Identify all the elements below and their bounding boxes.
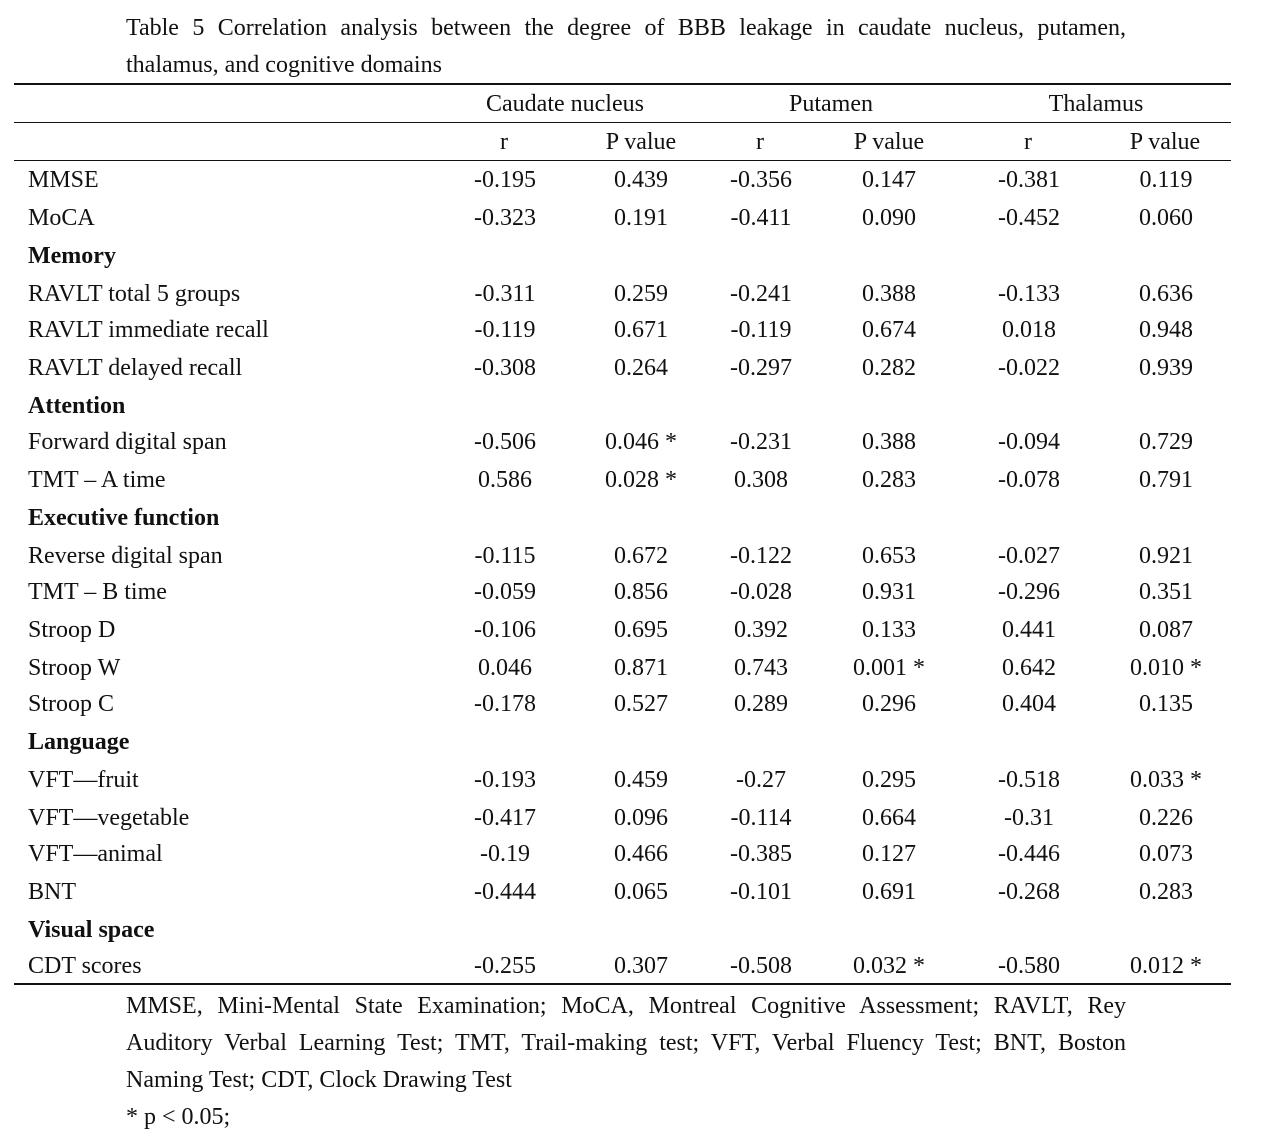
group-header-thalamus: Thalamus <box>1048 91 1144 117</box>
cell-caudate-p: 0.856 <box>614 579 668 605</box>
cell-thalamus-p: 0.939 <box>1139 355 1193 381</box>
subheader-p-value: P value <box>853 129 925 155</box>
cell-thalamus-r: -0.094 <box>998 429 1060 455</box>
cell-putamen-p: 0.147 <box>862 167 916 193</box>
cell-caudate-p: 0.671 <box>614 317 668 343</box>
cell-thalamus-r: 0.441 <box>1002 617 1056 643</box>
cell-thalamus-p: 0.135 <box>1139 691 1193 717</box>
row-label: MoCA <box>28 205 95 231</box>
cell-caudate-r: 0.046 <box>478 655 532 681</box>
cell-caudate-r: -0.255 <box>474 953 536 979</box>
cell-thalamus-p: 0.729 <box>1139 429 1193 455</box>
group-header-row <box>14 85 1231 123</box>
section-label: Language <box>28 729 130 755</box>
section-header-row <box>14 499 1231 537</box>
cell-caudate-p: 0.459 <box>614 767 668 793</box>
row-label: Reverse digital span <box>28 543 223 569</box>
section-label: Visual space <box>28 917 155 943</box>
cell-caudate-p: 0.527 <box>614 691 668 717</box>
cell-caudate-p: 0.264 <box>614 355 668 381</box>
cell-putamen-p: 0.931 <box>862 579 916 605</box>
cell-caudate-p: 0.439 <box>614 167 668 193</box>
cell-putamen-p: 0.653 <box>862 543 916 569</box>
table-row <box>14 349 1231 387</box>
cell-caudate-p: 0.871 <box>614 655 668 681</box>
table-row <box>14 685 1231 723</box>
table-caption <box>126 10 1126 84</box>
cell-putamen-r: 0.392 <box>734 617 788 643</box>
cell-thalamus-p: 0.033 * <box>1130 767 1202 793</box>
cell-caudate-r: -0.193 <box>474 767 536 793</box>
cell-putamen-p: 0.090 <box>862 205 916 231</box>
cell-putamen-p: 0.032 * <box>853 953 925 979</box>
section-header-row <box>14 387 1231 425</box>
table-row <box>14 761 1231 799</box>
cell-thalamus-r: -0.078 <box>998 467 1060 493</box>
subheader-r: r <box>756 129 764 155</box>
cell-caudate-p: 0.695 <box>614 617 668 643</box>
cell-caudate-r: -0.106 <box>474 617 536 643</box>
footnote-line-3: Naming Test; CDT, Clock Drawing Test <box>126 1067 512 1093</box>
cell-caudate-r: -0.059 <box>474 579 536 605</box>
subheader-p-value: P value <box>1129 129 1201 155</box>
cell-putamen-r: -0.114 <box>730 805 792 831</box>
table-row <box>14 161 1231 199</box>
table-row <box>14 799 1231 837</box>
row-label: CDT scores <box>28 953 142 979</box>
caption-line-1: Table 5 Correlation analysis between the degree of BBB leakage in caudate nucleus, putamen, <box>126 15 1126 41</box>
cell-caudate-r: -0.323 <box>474 205 536 231</box>
cell-putamen-p: 0.388 <box>862 429 916 455</box>
cell-putamen-p: 0.133 <box>862 617 916 643</box>
cell-thalamus-r: -0.452 <box>998 205 1060 231</box>
subheader-row <box>14 123 1231 161</box>
subheader-r: r <box>1024 129 1032 155</box>
row-label: TMT – A time <box>28 467 166 493</box>
cell-thalamus-r: 0.404 <box>1002 691 1056 717</box>
cell-thalamus-r: -0.518 <box>998 767 1060 793</box>
row-label: MMSE <box>28 167 99 193</box>
cell-caudate-p: 0.466 <box>614 841 668 867</box>
cell-putamen-p: 0.296 <box>862 691 916 717</box>
cell-putamen-r: -0.231 <box>730 429 792 455</box>
footnote-line-1: MMSE, Mini-Mental State Examination; MoCA, Montreal Cognitive Assessment; RAVLT, Rey <box>126 993 1126 1019</box>
section-label: Executive function <box>28 505 220 531</box>
cell-caudate-p: 0.065 <box>614 879 668 905</box>
cell-thalamus-r: 0.642 <box>1002 655 1056 681</box>
cell-putamen-p: 0.283 <box>862 467 916 493</box>
row-label: Stroop C <box>28 691 115 717</box>
cell-thalamus-p: 0.283 <box>1139 879 1193 905</box>
cell-thalamus-p: 0.636 <box>1139 281 1193 307</box>
cell-caudate-p: 0.096 <box>614 805 668 831</box>
cell-caudate-p: 0.259 <box>614 281 668 307</box>
cell-caudate-r: -0.195 <box>474 167 536 193</box>
cell-thalamus-r: -0.296 <box>998 579 1060 605</box>
cell-caudate-r: -0.119 <box>474 317 536 343</box>
row-label: Stroop W <box>28 655 121 681</box>
cell-thalamus-p: 0.226 <box>1139 805 1193 831</box>
cell-putamen-p: 0.674 <box>862 317 916 343</box>
cell-thalamus-p: 0.010 * <box>1130 655 1202 681</box>
cell-caudate-p: 0.307 <box>614 953 668 979</box>
cell-putamen-r: 0.308 <box>734 467 788 493</box>
cell-caudate-r: -0.308 <box>474 355 536 381</box>
row-label: RAVLT delayed recall <box>28 355 243 381</box>
cell-putamen-r: -0.028 <box>730 579 792 605</box>
cell-thalamus-r: -0.446 <box>998 841 1060 867</box>
cell-thalamus-p: 0.087 <box>1139 617 1193 643</box>
cell-putamen-p: 0.001 * <box>853 655 925 681</box>
row-label: VFT—animal <box>28 841 163 867</box>
cell-thalamus-r: -0.133 <box>998 281 1060 307</box>
cell-putamen-r: -0.241 <box>730 281 792 307</box>
table-row <box>14 873 1231 911</box>
cell-putamen-r: -0.27 <box>736 767 786 793</box>
cell-caudate-r: -0.115 <box>474 543 536 569</box>
cell-putamen-p: 0.282 <box>862 355 916 381</box>
table-row <box>14 423 1231 461</box>
cell-putamen-r: -0.508 <box>730 953 792 979</box>
cell-caudate-r: -0.417 <box>474 805 536 831</box>
cell-thalamus-p: 0.921 <box>1139 543 1193 569</box>
table-footnote <box>126 988 1126 1136</box>
section-header-row <box>14 723 1231 761</box>
row-label: BNT <box>28 879 76 905</box>
subheader-p-value: P value <box>605 129 677 155</box>
row-label: Stroop D <box>28 617 116 643</box>
caption-line-2: thalamus, and cognitive domains <box>126 52 442 78</box>
table-row <box>14 199 1231 237</box>
section-header-row <box>14 911 1231 949</box>
cell-thalamus-p: 0.119 <box>1139 167 1193 193</box>
cell-thalamus-r: 0.018 <box>1002 317 1056 343</box>
table-row <box>14 311 1231 349</box>
cell-thalamus-p: 0.073 <box>1139 841 1193 867</box>
cell-caudate-p: 0.672 <box>614 543 668 569</box>
cell-putamen-r: -0.385 <box>730 841 792 867</box>
cell-thalamus-r: -0.022 <box>998 355 1060 381</box>
cell-putamen-p: 0.664 <box>862 805 916 831</box>
cell-caudate-r: -0.178 <box>474 691 536 717</box>
table-row <box>14 573 1231 611</box>
row-label: RAVLT total 5 groups <box>28 281 241 307</box>
cell-caudate-p: 0.028 * <box>605 467 677 493</box>
cell-putamen-p: 0.127 <box>862 841 916 867</box>
table-row <box>14 835 1231 873</box>
group-header-caudate: Caudate nucleus <box>486 91 644 117</box>
cell-thalamus-r: -0.027 <box>998 543 1060 569</box>
section-header-row <box>14 237 1231 275</box>
section-label: Attention <box>28 393 126 419</box>
cell-thalamus-r: -0.580 <box>998 953 1060 979</box>
table-bottom-rule <box>14 983 1231 985</box>
cell-caudate-r: -0.19 <box>480 841 530 867</box>
footnote-line-2: Auditory Verbal Learning Test; TMT, Trail-making test; VFT, Verbal Fluency Test; BNT, Boston <box>126 1030 1126 1056</box>
cell-thalamus-p: 0.012 * <box>1130 953 1202 979</box>
cell-putamen-p: 0.388 <box>862 281 916 307</box>
cell-thalamus-r: -0.31 <box>1004 805 1054 831</box>
table-row <box>14 611 1231 649</box>
cell-putamen-r: -0.119 <box>730 317 792 343</box>
cell-caudate-r: 0.586 <box>478 467 532 493</box>
subheader-r: r <box>500 129 508 155</box>
cell-putamen-r: -0.356 <box>730 167 792 193</box>
row-label: RAVLT immediate recall <box>28 317 269 343</box>
cell-putamen-r: -0.411 <box>730 205 792 231</box>
table-row <box>14 537 1231 575</box>
group-header-putamen: Putamen <box>789 91 873 117</box>
cell-putamen-r: 0.743 <box>734 655 788 681</box>
cell-thalamus-p: 0.351 <box>1139 579 1193 605</box>
row-label: Forward digital span <box>28 429 227 455</box>
cell-putamen-r: -0.297 <box>730 355 792 381</box>
table-row <box>14 275 1231 313</box>
footnote-significance: * p < 0.05; <box>126 1104 231 1130</box>
cell-thalamus-p: 0.060 <box>1139 205 1193 231</box>
table-row <box>14 461 1231 499</box>
row-label: VFT—fruit <box>28 767 139 793</box>
section-label: Memory <box>28 243 116 269</box>
cell-thalamus-p: 0.948 <box>1139 317 1193 343</box>
cell-thalamus-r: -0.381 <box>998 167 1060 193</box>
row-label: VFT—vegetable <box>28 805 190 831</box>
cell-putamen-r: -0.101 <box>730 879 792 905</box>
cell-putamen-r: 0.289 <box>734 691 788 717</box>
cell-caudate-p: 0.191 <box>614 205 668 231</box>
cell-caudate-r: -0.311 <box>474 281 536 307</box>
cell-caudate-r: -0.506 <box>474 429 536 455</box>
table-row <box>14 947 1231 985</box>
cell-putamen-r: -0.122 <box>730 543 792 569</box>
cell-thalamus-p: 0.791 <box>1139 467 1193 493</box>
cell-thalamus-r: -0.268 <box>998 879 1060 905</box>
row-label: TMT – B time <box>28 579 167 605</box>
cell-putamen-p: 0.295 <box>862 767 916 793</box>
cell-putamen-p: 0.691 <box>862 879 916 905</box>
cell-caudate-p: 0.046 * <box>605 429 677 455</box>
cell-caudate-r: -0.444 <box>474 879 536 905</box>
table-row <box>14 649 1231 687</box>
